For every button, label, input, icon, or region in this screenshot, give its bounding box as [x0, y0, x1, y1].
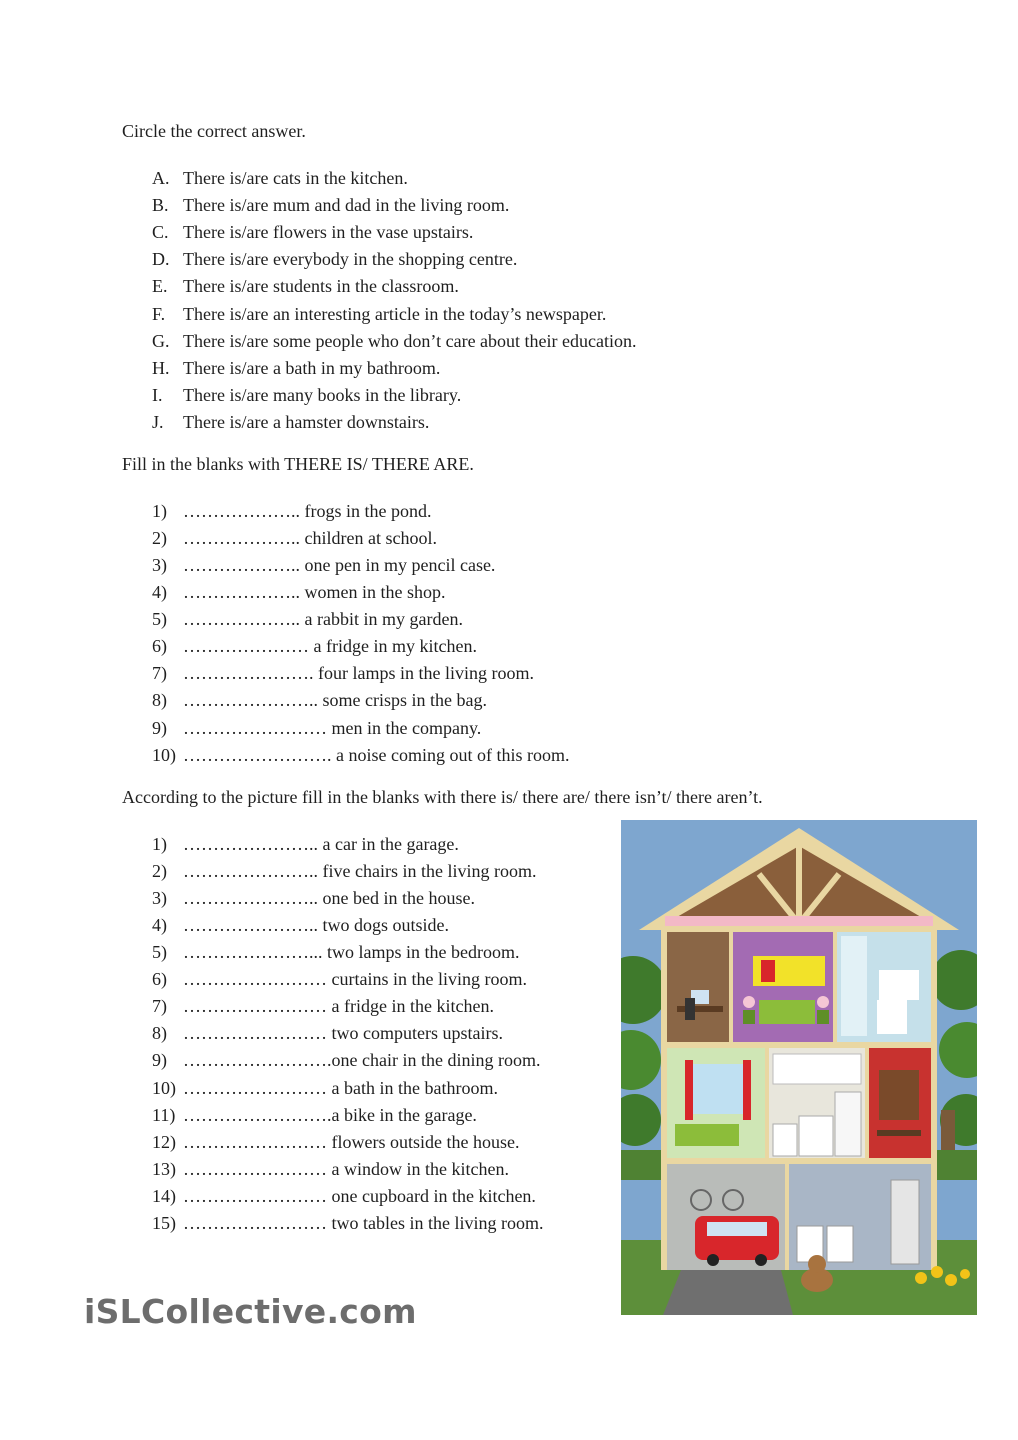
list-item: [152, 1076, 498, 1100]
list-item: [152, 634, 477, 658]
item-text: ……………………. a noise coming out of this room.: [183, 745, 570, 765]
list-item: [152, 1157, 509, 1181]
item-text: ………………….. two dogs outside.: [183, 915, 450, 935]
item-text: There is/are some people who don’t care about their education.: [183, 331, 637, 351]
item-text: …………………… flowers outside the house.: [183, 1132, 520, 1152]
item-label: E.: [152, 276, 168, 296]
item-text: ………………….. five chairs in the living room.: [183, 861, 537, 881]
room-study: [667, 932, 729, 1042]
list-item: [152, 1130, 519, 1154]
item-label: 8): [152, 690, 167, 710]
house-illustration: [621, 820, 977, 1315]
item-label: 2): [152, 528, 167, 548]
list-item: [152, 356, 440, 380]
item-text: ………………… a fridge in my kitchen.: [183, 636, 477, 656]
item-label: 15): [152, 1213, 176, 1233]
item-label: 4): [152, 582, 167, 602]
item-label: 8): [152, 1023, 167, 1043]
item-label: G.: [152, 331, 170, 351]
item-text: There is/are a hamster downstairs.: [183, 412, 430, 432]
item-label: H.: [152, 358, 170, 378]
shower: [841, 936, 867, 1036]
item-label: 1): [152, 501, 167, 521]
dryer: [827, 1226, 853, 1262]
item-label: A.: [152, 168, 170, 188]
item-label: C.: [152, 222, 169, 242]
study-desk: [677, 1006, 723, 1012]
item-text: …………………… a window in the kitchen.: [183, 1159, 509, 1179]
item-label: 3): [152, 888, 167, 908]
list-item: [152, 1021, 503, 1045]
list-item: [152, 607, 463, 631]
list-item: [152, 553, 495, 577]
list-item: [152, 220, 473, 244]
item-text: There is/are students in the classroom.: [183, 276, 459, 296]
attic-strip: [665, 916, 933, 926]
section1-heading: Circle the correct answer.: [122, 121, 306, 141]
list-item: [152, 940, 519, 964]
item-text: ……………….. women in the shop.: [183, 582, 446, 602]
section2-heading: Fill in the blanks with THERE IS/ THERE ARE.: [122, 454, 474, 474]
item-text: ……………….. frogs in the pond.: [183, 501, 432, 521]
item-label: 10): [152, 1078, 176, 1098]
list-item: [152, 661, 534, 685]
lamp: [817, 996, 829, 1008]
list-item: [152, 166, 408, 190]
sofa: [675, 1124, 739, 1146]
item-text: …………………… a bath in the bathroom.: [183, 1078, 498, 1098]
list-item: [152, 688, 487, 712]
list-item: [152, 1103, 477, 1127]
list-item: [152, 1184, 536, 1208]
item-text: There is/are an interesting article in the today’s newspaper.: [183, 304, 607, 324]
item-text: …………………. four lamps in the living room.: [183, 663, 534, 683]
list-item: [152, 302, 606, 326]
item-label: 6): [152, 636, 167, 656]
stove: [773, 1124, 797, 1156]
item-label: 5): [152, 942, 167, 962]
item-text: ………………….. a car in the garage.: [183, 834, 459, 854]
item-text: …………………… a fridge in the kitchen.: [183, 996, 494, 1016]
list-item: [152, 1048, 540, 1072]
item-label: 7): [152, 996, 167, 1016]
living-window: [693, 1064, 743, 1114]
list-item: [152, 743, 569, 767]
item-label: 9): [152, 1050, 167, 1070]
sink: [877, 1000, 907, 1034]
list-item: [152, 716, 481, 740]
item-label: 1): [152, 834, 167, 854]
item-label: 2): [152, 861, 167, 881]
item-text: ……………….. one pen in my pencil case.: [183, 555, 496, 575]
item-text: There is/are everybody in the shopping centre.: [183, 249, 518, 269]
item-label: 14): [152, 1186, 176, 1206]
item-text: ……………….. a rabbit in my garden.: [183, 609, 463, 629]
dining-table: [877, 1130, 921, 1136]
item-label: 7): [152, 663, 167, 683]
item-label: 9): [152, 718, 167, 738]
section3-heading: According to the picture fill in the blanks with there is/ there are/ there isn’t/ there aren’t.: [122, 787, 763, 807]
item-label: 4): [152, 915, 167, 935]
list-item: [152, 193, 509, 217]
water-heater: [891, 1180, 919, 1264]
sunflower: [945, 1274, 957, 1286]
item-text: ……………….. children at school.: [183, 528, 437, 548]
item-text: ………………….. some crisps in the bag.: [183, 690, 487, 710]
sunflower: [931, 1266, 943, 1278]
room-bedroom: [733, 932, 833, 1042]
brand-watermark: iSLCollective.com: [84, 1292, 417, 1331]
item-label: J.: [152, 412, 164, 432]
list-item: [152, 274, 459, 298]
item-text: There is/are mum and dad in the living room.: [183, 195, 510, 215]
item-label: 13): [152, 1159, 176, 1179]
item-text: …………………… men in the company.: [183, 718, 482, 738]
list-item: [152, 913, 449, 937]
list-item: [152, 994, 494, 1018]
list-item: [152, 967, 527, 991]
item-text: …………………… one cupboard in the kitchen.: [183, 1186, 536, 1206]
fridge: [835, 1092, 861, 1156]
list-item: [152, 499, 431, 523]
list-item: [152, 1211, 543, 1235]
sunflower: [960, 1269, 970, 1279]
item-text: …………………….a bike in the garage.: [183, 1105, 477, 1125]
item-text: …………………… two tables in the living room.: [183, 1213, 544, 1233]
bed: [759, 1000, 815, 1024]
item-text: …………………….one chair in the dining room.: [183, 1050, 541, 1070]
list-item: [152, 526, 437, 550]
item-label: 3): [152, 555, 167, 575]
dining-cupboard: [879, 1070, 919, 1120]
floor-divider: [661, 1158, 937, 1164]
item-text: …………………… two computers upstairs.: [183, 1023, 503, 1043]
item-text: ………………….. one bed in the house.: [183, 888, 475, 908]
item-label: F.: [152, 304, 166, 324]
list-item: [152, 886, 475, 910]
item-label: 5): [152, 609, 167, 629]
item-label: 6): [152, 969, 167, 989]
item-label: 12): [152, 1132, 176, 1152]
item-label: 11): [152, 1105, 176, 1125]
item-text: There is/are cats in the kitchen.: [183, 168, 408, 188]
driveway: [663, 1270, 793, 1315]
list-item: [152, 410, 429, 434]
item-text: There is/are flowers in the vase upstairs.: [183, 222, 474, 242]
item-label: B.: [152, 195, 169, 215]
list-item: [152, 383, 461, 407]
item-text: …………………… curtains in the living room.: [183, 969, 527, 989]
item-text: …………………... two lamps in the bedroom.: [183, 942, 520, 962]
sunflower: [915, 1272, 927, 1284]
list-item: [152, 329, 637, 353]
item-label: D.: [152, 249, 170, 269]
floor-divider: [661, 1042, 937, 1048]
lamp: [743, 996, 755, 1008]
item-text: There is/are a bath in my bathroom.: [183, 358, 441, 378]
list-item: [152, 580, 446, 604]
item-text: There is/are many books in the library.: [183, 385, 462, 405]
item-label: I.: [152, 385, 163, 405]
list-item: [152, 247, 517, 271]
list-item: [152, 832, 459, 856]
item-label: 10): [152, 745, 176, 765]
list-item: [152, 859, 536, 883]
